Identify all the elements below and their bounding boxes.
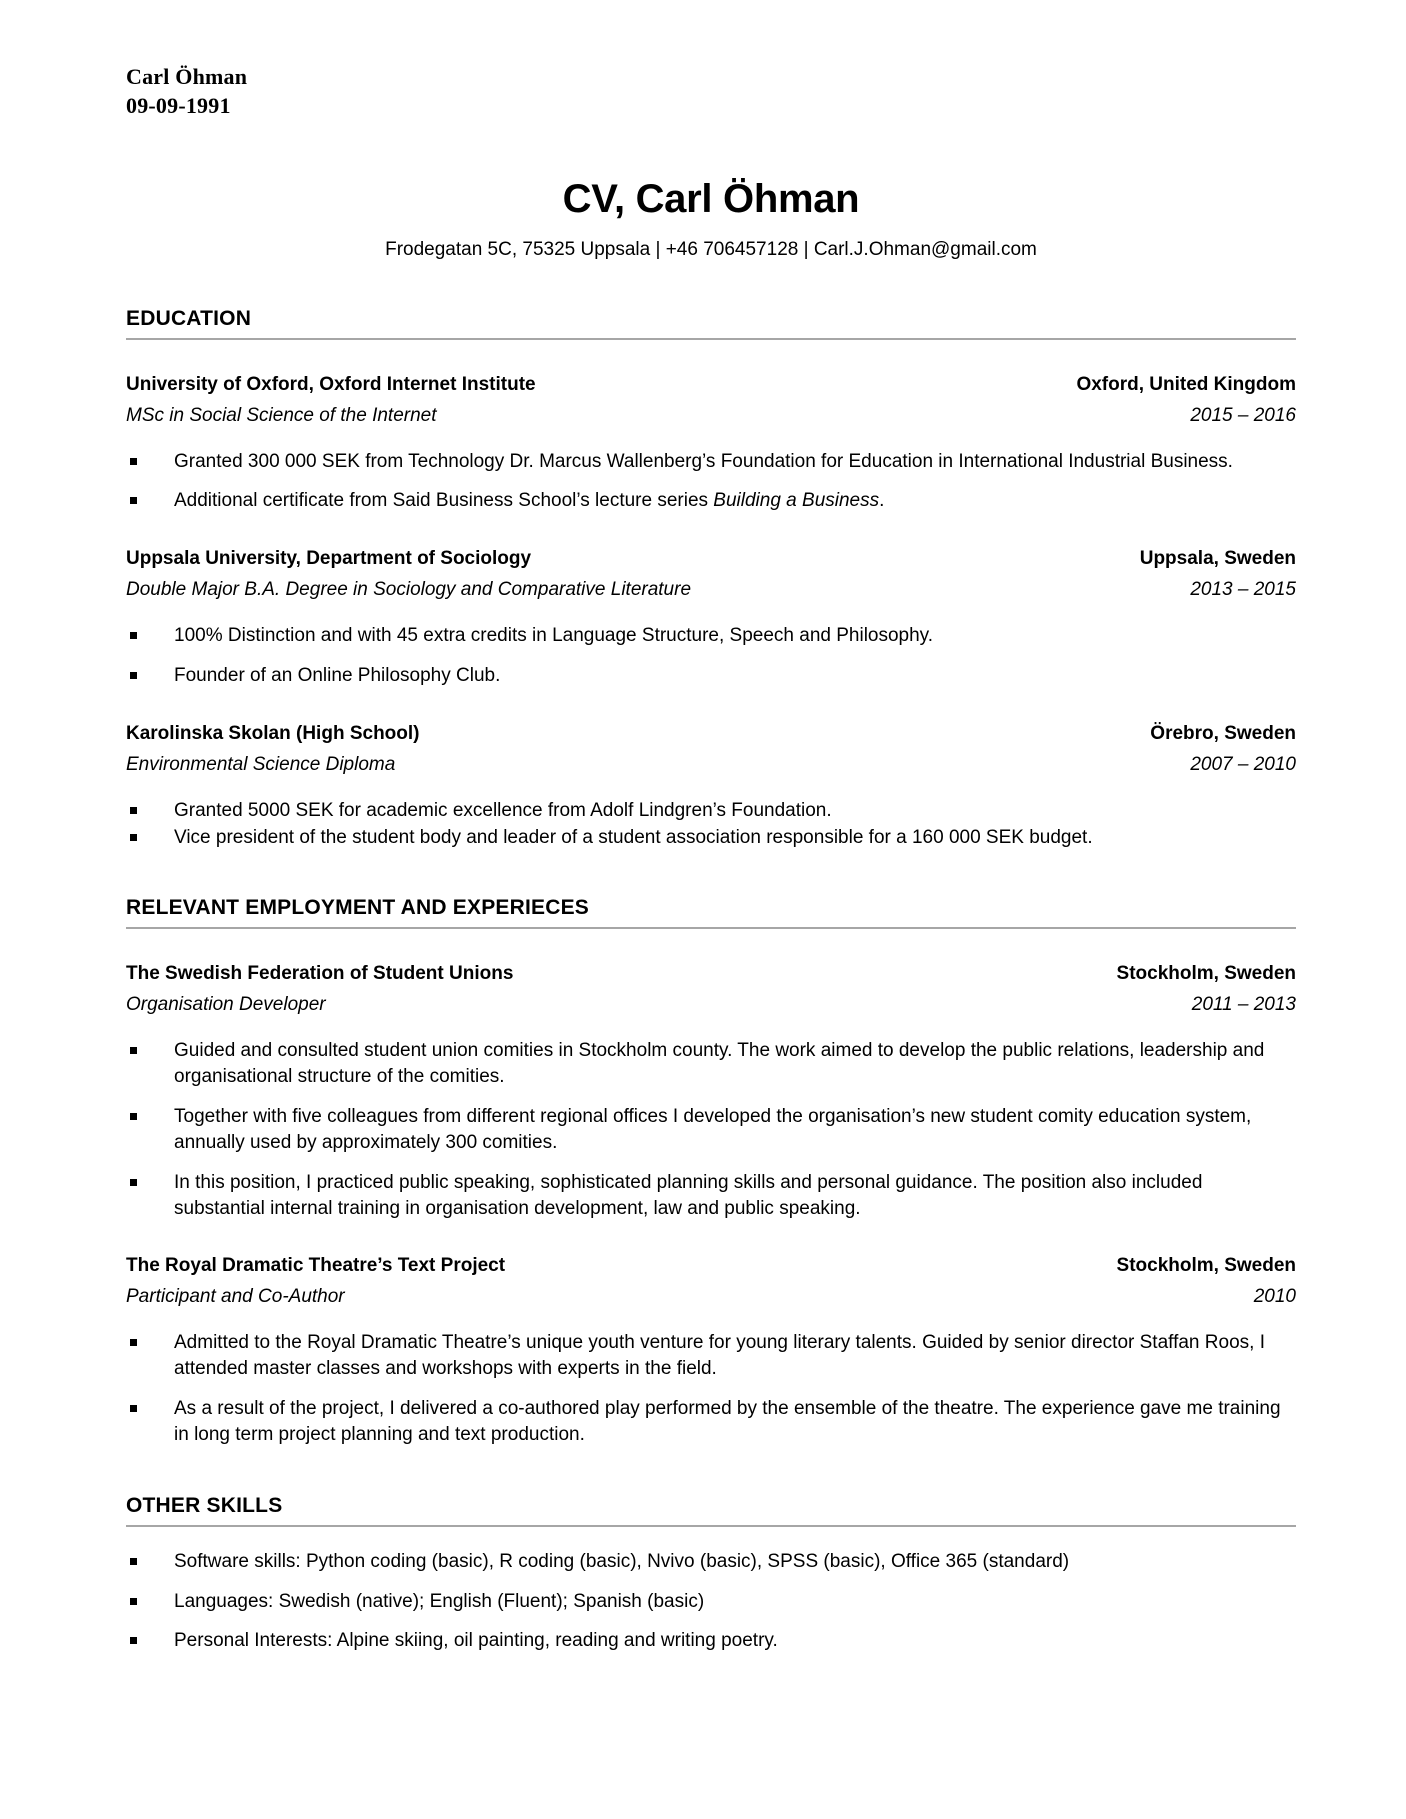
- square-bullet-icon: [130, 834, 137, 841]
- entry-role: Participant and Co-Author: [126, 1286, 345, 1308]
- employment-entry: [126, 1255, 1296, 1447]
- bullet-text: In this position, I practiced public speaking, sophisticated planning skills and personal guidance. The position also included substantial internal training in organisation development, law and public speaking.: [174, 1171, 1203, 1219]
- entry-header-row: [126, 548, 1296, 570]
- section-divider: [126, 1525, 1296, 1527]
- entry-location: Stockholm, Sweden: [1116, 1255, 1296, 1277]
- entry-dates: 2015 – 2016: [1190, 404, 1296, 426]
- entry-header-row: [126, 723, 1296, 745]
- list-item: [126, 449, 1296, 475]
- bullet-text-prefix: Additional certificate from Said Business School’s lecture series: [174, 490, 714, 512]
- employment-entry: [126, 963, 1296, 1221]
- list-item: [126, 1549, 1296, 1575]
- entry-dates: 2010: [1253, 1286, 1296, 1308]
- bullet-text-emphasis: Building a Business: [713, 490, 880, 512]
- list-item: [126, 1628, 1296, 1654]
- entry-dates: 2013 – 2015: [1190, 579, 1296, 601]
- entry-location: Oxford, United Kingdom: [1076, 373, 1296, 395]
- list-item: [126, 1330, 1296, 1382]
- entry-location: Stockholm, Sweden: [1116, 963, 1296, 985]
- entry-organisation: Karolinska Skolan (High School): [126, 722, 420, 744]
- square-bullet-icon: [130, 1558, 137, 1565]
- bullet-text: 100% Distinction and with 45 extra credits in Language Structure, Speech and Philosophy.: [174, 625, 934, 647]
- bullet-text: Software skills: Python coding (basic), R coding (basic), Nvivo (basic), SPSS (basic), Office 365 (standard): [174, 1550, 1070, 1572]
- square-bullet-icon: [130, 1598, 137, 1605]
- applicant-header: [126, 62, 1296, 121]
- list-item: [126, 623, 1296, 649]
- section-heading-education: EDUCATION: [126, 306, 252, 330]
- bullet-text: Granted 300 000 SEK from Technology Dr. Marcus Wallenberg’s Foundation for Education in International Industrial Business.: [174, 450, 1233, 472]
- square-bullet-icon: [130, 1179, 137, 1186]
- list-item: [126, 1038, 1296, 1090]
- entry-subheader-row: [126, 579, 1296, 601]
- section-employment: [126, 896, 1296, 1447]
- list-item: [126, 1104, 1296, 1156]
- entry-subheader-row: [126, 994, 1296, 1016]
- entry-location: Uppsala, Sweden: [1139, 548, 1296, 570]
- square-bullet-icon: [130, 1405, 137, 1412]
- bullet-text: Together with five colleagues from different regional offices I developed the organisation’s new student comity education system, annually used by approximately 300 comities.: [174, 1106, 1252, 1153]
- list-item: [126, 1396, 1296, 1448]
- bullet-text: Founder of an Online Philosophy Club.: [174, 664, 501, 686]
- bullet-text: Languages: Swedish (native); English (Fluent); Spanish (basic): [174, 1590, 705, 1612]
- education-entry: [126, 548, 1296, 689]
- list-item: [126, 1170, 1296, 1222]
- entry-bullet-list: [126, 623, 1296, 689]
- square-bullet-icon: [130, 1637, 137, 1644]
- section-other-skills: [126, 1494, 1296, 1654]
- bullet-text: Admitted to the Royal Dramatic Theatre’s unique youth venture for young literary talents. Guided by senior director Staffan Roos, I attended master classes and workshops with experts in the field.: [174, 1332, 1265, 1380]
- section-heading-employment: RELEVANT EMPLOYMENT AND EXPERIECES: [126, 896, 590, 920]
- page-title: CV, Carl Öhman: [562, 176, 860, 221]
- square-bullet-icon: [130, 458, 137, 465]
- bullet-text: Vice president of the student body and leader of a student association responsible for a 160 000 SEK budget.: [174, 826, 1093, 848]
- section-divider: [126, 338, 1296, 340]
- entry-organisation: The Swedish Federation of Student Unions: [126, 963, 514, 985]
- list-item: [126, 798, 1296, 824]
- square-bullet-icon: [130, 807, 137, 814]
- bullet-text: Personal Interests: Alpine skiing, oil painting, reading and writing poetry.: [174, 1630, 778, 1652]
- education-entry: [126, 374, 1296, 515]
- section-divider: [126, 927, 1296, 929]
- square-bullet-icon: [130, 1113, 137, 1120]
- entry-bullet-list: [126, 1330, 1296, 1447]
- square-bullet-icon: [130, 672, 137, 679]
- contact-line: Frodegatan 5C, 75325 Uppsala | +46 706457128 | Carl.J.Ohman@gmail.com: [385, 238, 1037, 260]
- list-item: [126, 1589, 1296, 1615]
- entry-subheader-row: [126, 405, 1296, 427]
- entry-organisation: The Royal Dramatic Theatre’s Text Project: [126, 1255, 506, 1277]
- square-bullet-icon: [130, 1047, 137, 1054]
- entry-role: Double Major B.A. Degree in Sociology and Comparative Literature: [126, 579, 692, 601]
- bullet-text-suffix: .: [879, 490, 885, 512]
- section-education: [126, 307, 1296, 851]
- list-item: [126, 663, 1296, 689]
- skills-bullet-list: [126, 1549, 1296, 1654]
- entry-bullet-list: [126, 1038, 1296, 1221]
- bullet-text: Guided and consulted student union comities in Stockholm county. The work aimed to develop the public relations, leadership and organisational structure of the comities.: [174, 1040, 1265, 1088]
- entry-role: Environmental Science Diploma: [126, 753, 396, 775]
- list-item: [126, 488, 1296, 514]
- education-entry: [126, 723, 1296, 851]
- entry-organisation: Uppsala University, Department of Sociology: [126, 548, 532, 570]
- applicant-name: Carl Öhman: [126, 64, 248, 89]
- entry-bullet-list: [126, 449, 1296, 515]
- entry-header-row: [126, 1255, 1296, 1277]
- entry-header-row: [126, 963, 1296, 985]
- entry-role: MSc in Social Science of the Internet: [126, 404, 437, 426]
- bullet-text: Granted 5000 SEK for academic excellence from Adolf Lindgren’s Foundation.: [174, 799, 832, 821]
- square-bullet-icon: [130, 632, 137, 639]
- applicant-birthdate: 09-09-1991: [126, 93, 231, 119]
- entry-subheader-row: [126, 754, 1296, 776]
- section-heading-other-skills: OTHER SKILLS: [126, 1493, 283, 1517]
- entry-dates: 2011 – 2013: [1191, 994, 1296, 1016]
- entry-header-row: [126, 374, 1296, 396]
- entry-organisation: University of Oxford, Oxford Internet Institute: [126, 373, 536, 395]
- entry-location: Örebro, Sweden: [1150, 722, 1296, 744]
- entry-dates: 2007 – 2010: [1190, 753, 1296, 775]
- entry-subheader-row: [126, 1286, 1296, 1308]
- list-item: [126, 825, 1296, 851]
- square-bullet-icon: [130, 497, 137, 504]
- bullet-text: As a result of the project, I delivered a co-authored play performed by the ensemble of the theatre. The experience gave me training in long term project planning and text production.: [174, 1398, 1281, 1445]
- square-bullet-icon: [130, 1339, 137, 1346]
- entry-role: Organisation Developer: [126, 994, 326, 1016]
- entry-bullet-list: [126, 798, 1296, 851]
